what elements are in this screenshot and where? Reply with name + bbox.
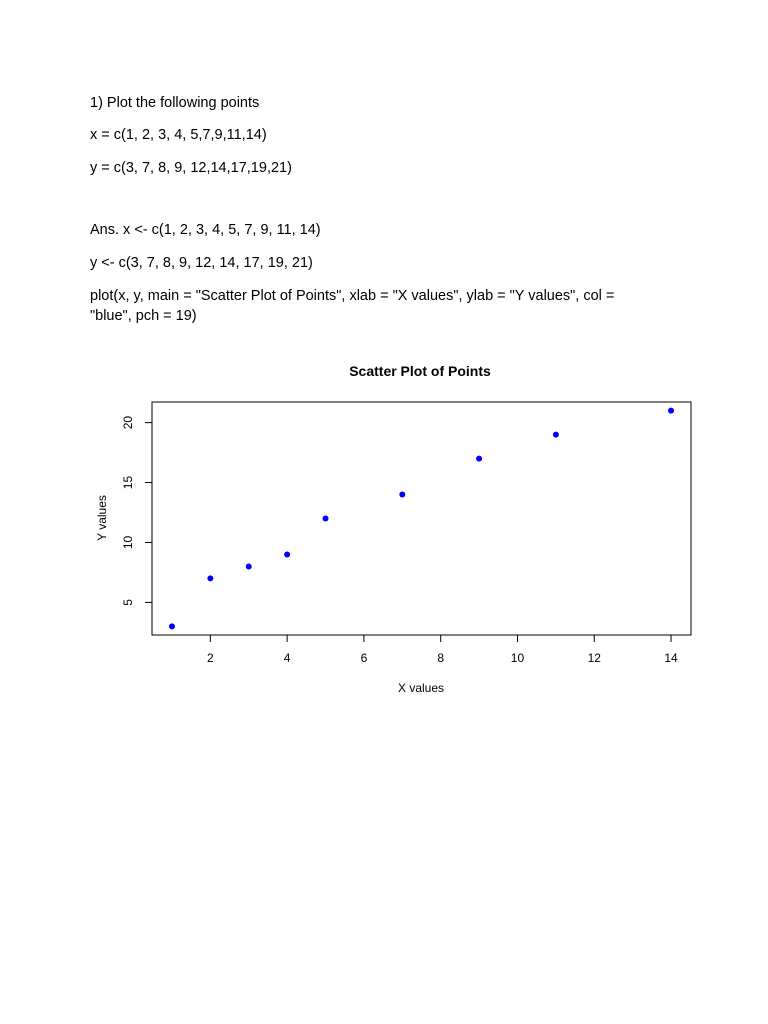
- plot-code-line-continued: "blue", pch = 19): [90, 308, 197, 324]
- y-tick-label: 5: [121, 599, 135, 606]
- data-point: [476, 456, 482, 462]
- data-point: [399, 492, 405, 498]
- data-point: [323, 516, 329, 522]
- chart-title: Scatter Plot of Points: [349, 363, 491, 379]
- y-tick-label: 20: [121, 415, 135, 430]
- y-tick-label: 15: [121, 475, 135, 490]
- y-axis-label: Y values: [95, 495, 109, 541]
- x-tick-label: 2: [207, 651, 214, 665]
- x-vector-line: x = c(1, 2, 3, 4, 5,7,9,11,14): [90, 127, 267, 143]
- plot-code-line: plot(x, y, main = "Scatter Plot of Points", xlab = "X values", ylab = "Y values", col =: [90, 288, 615, 304]
- plot-box: [152, 402, 691, 635]
- y-vector-line: y = c(3, 7, 8, 9, 12,14,17,19,21): [90, 160, 292, 176]
- y-tick-label: 10: [121, 535, 135, 550]
- answer-y-line: y <- c(3, 7, 8, 9, 12, 14, 17, 19, 21): [90, 255, 313, 271]
- x-axis: [207, 635, 678, 665]
- x-tick-label: 12: [587, 651, 601, 665]
- data-point: [668, 408, 674, 414]
- scatter-plot: [0, 350, 768, 710]
- data-point: [284, 551, 290, 557]
- data-point: [246, 563, 252, 569]
- x-tick-label: 10: [510, 651, 525, 665]
- data-point: [207, 575, 213, 581]
- answer-x-line: Ans. x <- c(1, 2, 3, 4, 5, 7, 9, 11, 14): [90, 222, 321, 238]
- x-axis-label: X values: [397, 681, 445, 695]
- x-tick-label: 14: [664, 651, 678, 665]
- x-tick-label: 4: [283, 651, 291, 665]
- question-line: 1) Plot the following points: [90, 95, 260, 111]
- y-axis: [121, 416, 152, 606]
- data-points: [169, 408, 674, 630]
- x-tick-label: 6: [360, 651, 368, 665]
- data-point: [553, 432, 559, 438]
- data-point: [169, 623, 175, 629]
- x-tick-label: 8: [437, 651, 445, 665]
